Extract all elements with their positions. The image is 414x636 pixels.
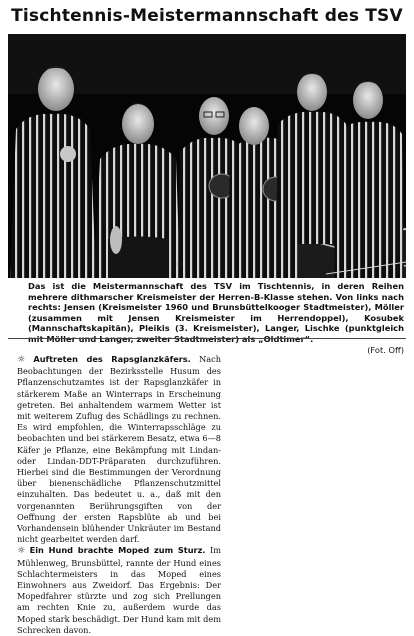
team-photo-illustration [8,34,406,278]
headline: Tischtennis-Meistermannschaft des TSV [11,6,403,26]
photo-credit: (Fot. Off) [367,344,404,355]
article-heading: Ein Hund brachte Moped zum Sturz. [29,545,206,556]
article-body: Nach Beobachtungen der Bezirksstelle Husum des Pflanzenschutzamtes ist der Rapsglanzkäfer in stärkerem Maße an Winterraps in Erscheinung getreten. Bei anhaltendem warmem Wetter ist mit weiterem Zuflug des Schädlings zu rechnen. Es wird empfohlen, die Winterrapsschläge zu beobachten und bei stärkerem Besatz, etwa 6—8 Käfer je Pflanze, eine Bekämpfung mit Lindan- oder Lindan-DDT-Präparaten durchzuführen. Hierbei sind die Bestimmungen der Verordnung über bienenschädliche Pflanzenschutzmittel einzuhalten. Das bedeutet u. a., daß mit den vorgenannten Berührungsgiften von der Oeffnung der ersten Rapsblüte ab und bei Vorhandensein blühender Unkräuter im Bestand nicht gearbeitet werden darf. [17,354,221,545]
news-column [17,354,221,636]
divider [8,338,406,339]
article-rapsglanzkaefer [17,354,221,545]
sun-bullet-icon: ☼ [17,546,26,557]
article-body: Im Mühlenweg, Brunsbüttel, rannte der Hund eines Schlachtermeisters in das Moped eines Einwohners aus Zweidorf. Das Ergebnis: Der Mopedfahrer stürzte und zog sich Prellungen am rechten Knie zu, außerdem wurde das Moped stark beschädigt. Der Hund kam mit dem Schrecken davon. [17,545,221,635]
article-hund-moped [17,545,221,636]
article-heading: Auftreten des Rapsglanzkäfers. [33,354,191,364]
photo-caption [28,281,404,355]
sun-bullet-icon: ☼ [17,355,26,365]
caption-text: Das ist die Meistermannschaft des TSV im Tischtennis, in deren Reihen mehrere dithmarscher Kreismeister der Herren-B-Klasse stehen. Von links nach rechts: Jensen (Kreismeister 1960 und Brunsbüttelkooger Stadtmeister), Möller (zusammen mit Jensen Kreismeister im Herrendoppel), Kosubek (Mannschaftskapitän), Pleikis (3. Kreismeister), Langer, Lischke (punktgleich [28,281,404,334]
team-photo [8,34,406,278]
